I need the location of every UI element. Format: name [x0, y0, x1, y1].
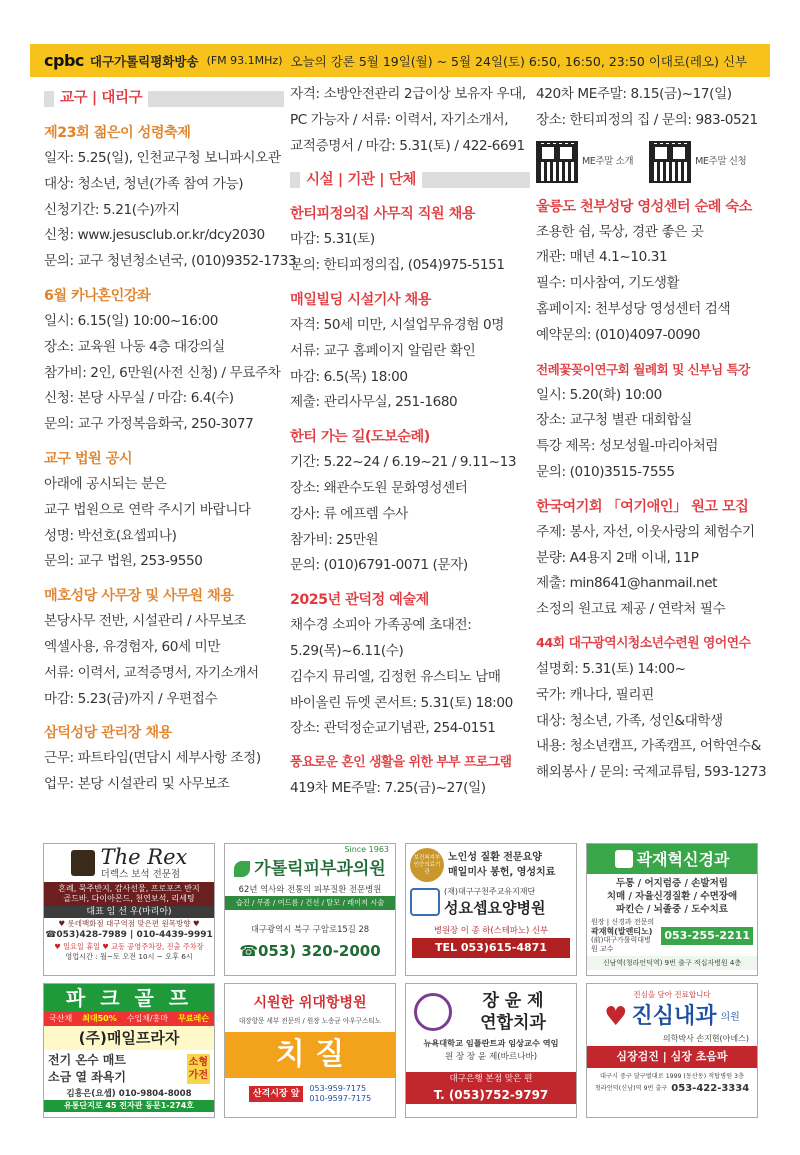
- notice-title: 한국여기회 「여기애인」 원고 모집: [536, 498, 749, 515]
- notice-line: 마감: 6.5(목) 18:00: [290, 368, 408, 385]
- ad-director: 원 장 장 윤 제(바르나바): [444, 1052, 538, 1062]
- hospital-name: 시원한 위대항병원: [253, 995, 367, 1011]
- since-label: Since 1963: [344, 845, 389, 854]
- notice-line: 본당사무 전반, 시설관리 / 사무보조: [44, 613, 247, 630]
- clinic-name: 진심내과: [631, 1004, 717, 1029]
- notice-line: 문의: 교구 가정복음화국, 250-3077: [44, 416, 254, 433]
- hospital-name: 성요셉요양병원: [444, 899, 546, 917]
- notice-line: 장소: 교구청 별관 대회합실: [536, 412, 692, 429]
- fm-frequency: (FM 93.1MHz): [206, 54, 283, 67]
- crown-icon: [71, 850, 95, 876]
- ad-address: 대구시 중구 달구벌대로 1999 (동산동) 적탑병원 3층: [600, 1073, 744, 1080]
- notice-line: 대상: 청소년, 가족, 성인&대학생: [536, 712, 723, 729]
- notice-line: 마감: 5.23(금)까지 / 우편접수: [44, 690, 218, 707]
- ad-org: (재)대구구천주교유지재단: [444, 887, 536, 896]
- qr-code-icon[interactable]: [649, 141, 691, 183]
- cpbc-logo: cpbc: [44, 51, 84, 70]
- ad-address: 유통단지로 45 전자관 동문1-274호: [44, 1100, 214, 1112]
- notice-line: 일시: 5.20(화) 10:00: [536, 386, 662, 403]
- notice-line: 장소: 왜관수도원 문화영성센터: [290, 479, 468, 496]
- broadcast-org: 대구가톨릭평화방송: [89, 53, 199, 69]
- product-tag: 소형: [188, 1057, 208, 1068]
- ad-line: 62년 역사와 전통의 피부질환 전문병원: [238, 884, 382, 894]
- ad-kwak-neurology[interactable]: [586, 843, 758, 976]
- notice-line: 교구 법원으로 연락 주시기 바랍니다: [44, 501, 251, 518]
- doctor-career: (前)대구가톨릭대병원 교수: [591, 936, 651, 953]
- company-name: (주)매일프라자: [44, 1026, 214, 1050]
- notice-line: 참가비: 25만원: [290, 531, 379, 548]
- ad-headline: 치 질: [225, 1032, 395, 1078]
- location-label: 산격시장 앞: [249, 1086, 304, 1102]
- ad-line: ♥ 롯데백화점 대구역점 맞은편 원목방향 ♥: [58, 919, 200, 928]
- notice-line: 김수지 뮤리엘, 김정헌 유스티노 남매: [290, 668, 501, 685]
- notice-line: 설명회: 5.31(토) 14:00~: [536, 660, 686, 677]
- k-logo-icon: [615, 850, 633, 868]
- notice-title: 44회 대구광역시청소년수련원 영어연수: [536, 635, 751, 651]
- notice-line: 신청: 본당 사무실 / 마감: 6.4(수): [44, 390, 234, 407]
- clinic-suffix: 의원: [720, 1011, 740, 1023]
- ad-phone: 053-422-3334: [671, 1083, 750, 1094]
- notice-line: 교적증명서 / 마감: 5.31(토) / 422-6691: [290, 137, 525, 154]
- notice-title: 2025년 관덕정 예술제: [290, 592, 429, 609]
- ad-tagline: 진심을 담아 진료합니다: [633, 990, 711, 999]
- heart-icon: ♥: [604, 1002, 628, 1032]
- ad-line: 대장항문 세부 전문의 / 원장 노송균 아우구스티노: [238, 1017, 382, 1025]
- brand-sub: 더렉스 보석 전문점: [100, 868, 181, 880]
- ad-park-golf[interactable]: [43, 983, 215, 1118]
- notice-line: 조용한 쉼, 묵상, 경관 좋은 곳: [536, 223, 704, 240]
- ad-line: 두통 / 어지럼증 / 손발저림: [616, 878, 728, 889]
- ad-phone: 010-9597-7175: [309, 1094, 372, 1103]
- doctor-title: 원장 | 신경과 전문의: [591, 918, 655, 926]
- product-line: 전기 온수 매트: [48, 1053, 126, 1067]
- notice-line: 장소: 교육원 나동 4층 대강의실: [44, 338, 225, 355]
- certification-badge-icon: 보건복지부 인증의료기관: [410, 848, 444, 882]
- notice-line: 문의: 교구 법원, 253-9550: [44, 553, 203, 570]
- notice-line: 바이올린 듀엣 콘서트: 5.31(토) 18:00: [290, 694, 513, 711]
- notice-line: 문의: 한티피정의집, (054)975-5151: [290, 257, 505, 274]
- ad-location: 대구은행 본점 맞은 편: [449, 1074, 533, 1084]
- ad-address: 대구광역시 북구 구암로15길 28: [250, 924, 370, 934]
- ad-line: 매일미사 봉헌, 영성치료: [448, 867, 556, 878]
- notice-title: 매호성당 사무장 및 사무원 채용: [44, 588, 234, 605]
- clinic-name: 곽재혁신경과: [636, 849, 730, 869]
- notice-title: 한티 가는 길(도보순례): [290, 429, 430, 446]
- notice-line: PC 가능자 / 서류: 이력서, 자기소개서,: [290, 111, 509, 128]
- notice-line: 서류: 교구 홈페이지 알림란 확인: [290, 342, 476, 359]
- ad-phone: T. (053)752-9797: [433, 1088, 549, 1102]
- column-1: [44, 82, 297, 798]
- ad-st-joseph-hospital[interactable]: [405, 843, 577, 976]
- notice-line: 채수경 소피아 가족공예 초대전:: [290, 617, 472, 634]
- notice-line: 장소: 한티피정의 집 / 문의: 983-0521: [536, 111, 758, 128]
- product-line: 소금 열 좌욕기: [48, 1070, 126, 1084]
- ad-address: 신남역(청라언덕역) 9번 출구 적십자병원 4층: [587, 956, 757, 970]
- qr-label: ME주말 소개: [582, 156, 634, 168]
- section-header-diocese: 교구 | 대리구: [44, 88, 284, 110]
- ad-tag: 무료레슨: [178, 1014, 209, 1023]
- notice-line: 5.29(목)~6.11(수): [290, 642, 404, 659]
- notice-line: 문의: 교구 청년청소년국, (010)9352-1733: [44, 253, 297, 270]
- ad-director: 병원장 이 종 하(스테파노) 신부: [433, 925, 549, 935]
- notice-line: 내용: 청소년캠프, 가족캠프, 어학연수&: [536, 738, 761, 755]
- notice-line: 엑셀사용, 유경험자, 60세 미만: [44, 638, 221, 655]
- notice-line: 419차 ME주말: 7.25(금)~27(일): [290, 780, 486, 797]
- notice-link[interactable]: 신청: www.jesusclub.or.kr/dcy2030: [44, 227, 265, 244]
- clinic-name: 가톨릭피부과의원: [254, 858, 386, 879]
- ad-line: 골드바, 다이아몬드, 천연보석, 리세팅: [63, 894, 195, 903]
- ad-colorectal-hospital[interactable]: [224, 983, 396, 1118]
- ad-jinsim-clinic[interactable]: [586, 983, 758, 1118]
- ad-representative: 대표 임 선 우(마리아): [44, 906, 214, 918]
- ad-services: 심장검진 | 심장 초음파: [587, 1046, 757, 1068]
- ad-phone: 053-255-2211: [661, 927, 753, 945]
- clinic-name: 장 윤 제: [482, 991, 544, 1011]
- notice-line: 홈페이지: 천부성당 영성센터 검색: [536, 300, 731, 317]
- ad-phone: 053-959-7175: [309, 1084, 367, 1093]
- notice-line: 신청기간: 5.21(수)까지: [44, 201, 180, 218]
- notice-title: 한티피정의집 사무직 직원 채용: [290, 206, 475, 223]
- hospital-building-icon: [410, 888, 440, 916]
- product-tag: 가전: [188, 1070, 208, 1081]
- ad-the-rex[interactable]: [43, 843, 215, 976]
- doctor-name: 곽재혁(발렌티노): [591, 927, 653, 936]
- notice-line: 제출: 관리사무실, 251-1680: [290, 394, 458, 411]
- notice-title: 제23회 젊은이 성령축제: [44, 125, 191, 141]
- notice-title: 울릉도 천부성당 영성센터 순례 숙소: [536, 198, 752, 215]
- clinic-name: 연합치과: [480, 1013, 546, 1033]
- section-header-facilities: 시설 | 기관 | 단체: [290, 169, 530, 191]
- ad-line: 영업시간 : 월~토 오전 10시 ~ 오후 6시: [65, 952, 193, 961]
- ad-catholic-dermatology[interactable]: [224, 843, 396, 976]
- brand-name: The Rex: [100, 844, 188, 869]
- ad-address: 청라언덕(신남)역 9번 출구: [594, 1085, 668, 1092]
- ad-tag: 수입채/홍마: [126, 1014, 169, 1023]
- notice-title: 매일빌딩 시설기사 채용: [290, 291, 431, 308]
- notice-line: 기간: 5.22~24 / 6.19~21 / 9.11~13: [290, 454, 517, 471]
- ad-line: 뉴욕대학교 임플란트과 임상교수 역임: [423, 1038, 559, 1048]
- notice-line: 성명: 박선호(요셉피나): [44, 527, 177, 544]
- notice-title: 교구 법원 공시: [44, 450, 133, 467]
- notice-line: 특강 제목: 성모성월-마리아처럼: [536, 438, 719, 455]
- notice-line: 자격: 50세 미만, 시설업무유경험 0명: [290, 316, 505, 333]
- ad-line: ♥ 일요일 휴일 ♥ 교동 공영주차장, 진출 주차장: [54, 942, 204, 951]
- notice-line: 해외봉사 / 문의: 국제교류팀, 593-1273: [536, 764, 767, 781]
- notice-line: 서류: 이력서, 교적증명서, 자기소개서: [44, 664, 259, 681]
- notice-line: 대상: 청소년, 청년(가족 참여 가능): [44, 175, 244, 192]
- notice-line: 일시: 6.15(일) 10:00~16:00: [44, 312, 219, 329]
- notice-line: 420차 ME주말: 8.15(금)~17(일): [536, 86, 732, 102]
- ad-phone: ☎053) 320-2000: [239, 942, 381, 960]
- tooth-logo-icon: [414, 993, 452, 1031]
- notice-line: 참가비: 2인, 6만원(사전 신청) / 무료주차: [44, 364, 281, 381]
- notice-line: 업무: 본당 시설관리 및 사무보조: [44, 776, 230, 793]
- notice-line: 주제: 봉사, 자선, 이웃사랑의 체험수기: [536, 523, 755, 540]
- notice-title: 전례꽃꽂이연구회 월례회 및 신부님 특강: [536, 361, 750, 377]
- ad-line: 노인성 질환 전문요양: [448, 852, 542, 863]
- notice-line: 개관: 매년 4.1~10.31: [536, 249, 668, 266]
- column-2: [290, 82, 530, 802]
- notice-line: 필수: 미사참여, 기도생활: [536, 275, 680, 292]
- notice-line: 아래에 공시되는 분은: [44, 475, 167, 492]
- notice-line: 문의: (010)6791-0071 (문자): [290, 557, 468, 574]
- column-3: [536, 82, 776, 786]
- notice-line: 예약문의: (010)4097-0090: [536, 326, 701, 343]
- ad-jang-dental[interactable]: [405, 983, 577, 1118]
- notice-line: 소정의 원고료 제공 / 연락처 필수: [536, 601, 726, 618]
- ad-tag: 국산채: [48, 1014, 73, 1023]
- ad-phone: ☎053)428-7989 | 010-4439-9991: [45, 930, 213, 940]
- notice-line: 마감: 5.31(토): [290, 231, 375, 248]
- homily-schedule: 오늘의 강론 5월 19일(월) ~ 5월 24일(토) 6:50, 16:50, 23:50 이대로(레오) 신부: [290, 53, 748, 69]
- notice-line: 자격: 소방안전관리 2급이상 보유자 우대,: [290, 86, 526, 102]
- qr-code-icon[interactable]: [536, 141, 578, 183]
- notice-line: 일자: 5.25(일), 인천교구청 보니파시오관: [44, 150, 281, 166]
- notice-title: 6월 카나혼인강좌: [44, 287, 151, 304]
- notice-title: 풍요로운 혼인 생활을 위한 부부 프로그램: [290, 755, 512, 771]
- notice-line: 강사: 류 에프렘 수사: [290, 505, 408, 522]
- doctor-name: 의학박사 손지현(아녜스): [662, 1034, 749, 1043]
- qr-label: ME주말 신청: [695, 156, 747, 168]
- ad-phone: TEL 053)615-4871: [412, 938, 570, 958]
- qr-codes: [536, 138, 776, 186]
- ad-line: 혼례, 묵주반지, 감사선물, 프로포즈 반지: [58, 884, 200, 893]
- ad-title: 파 크 골 프: [44, 984, 214, 1012]
- notice-line: 문의: (010)3515-7555: [536, 463, 675, 480]
- notice-line: 국가: 캐나다, 필리핀: [536, 686, 654, 703]
- notice-line: 장소: 관덕정순교기념관, 254-0151: [290, 720, 496, 737]
- notice-link[interactable]: 제출: min8641@hanmail.net: [536, 575, 718, 592]
- ad-tag: 최대50%: [82, 1014, 117, 1023]
- ad-phone: 김흥은(요셉) 010-9804-8008: [66, 1089, 192, 1099]
- ad-line: 파킨슨 / 뇌졸중 / 도수치료: [616, 904, 728, 915]
- notice-line: 근무: 파트타임(면담시 세부사항 조정): [44, 750, 261, 767]
- ad-line: 치매 / 자율신경질환 / 수면장애: [606, 891, 738, 902]
- leaf-icon: [234, 861, 250, 877]
- notice-title: 삼덕성당 관리장 채용: [44, 725, 172, 742]
- ad-line: 습진 / 무좀 / 여드름 / 건선 / 탈모 / 레이저 시술: [225, 896, 395, 910]
- notice-line: 분량: A4용지 2매 이내, 11P: [536, 549, 699, 566]
- broadcast-banner: [30, 44, 770, 77]
